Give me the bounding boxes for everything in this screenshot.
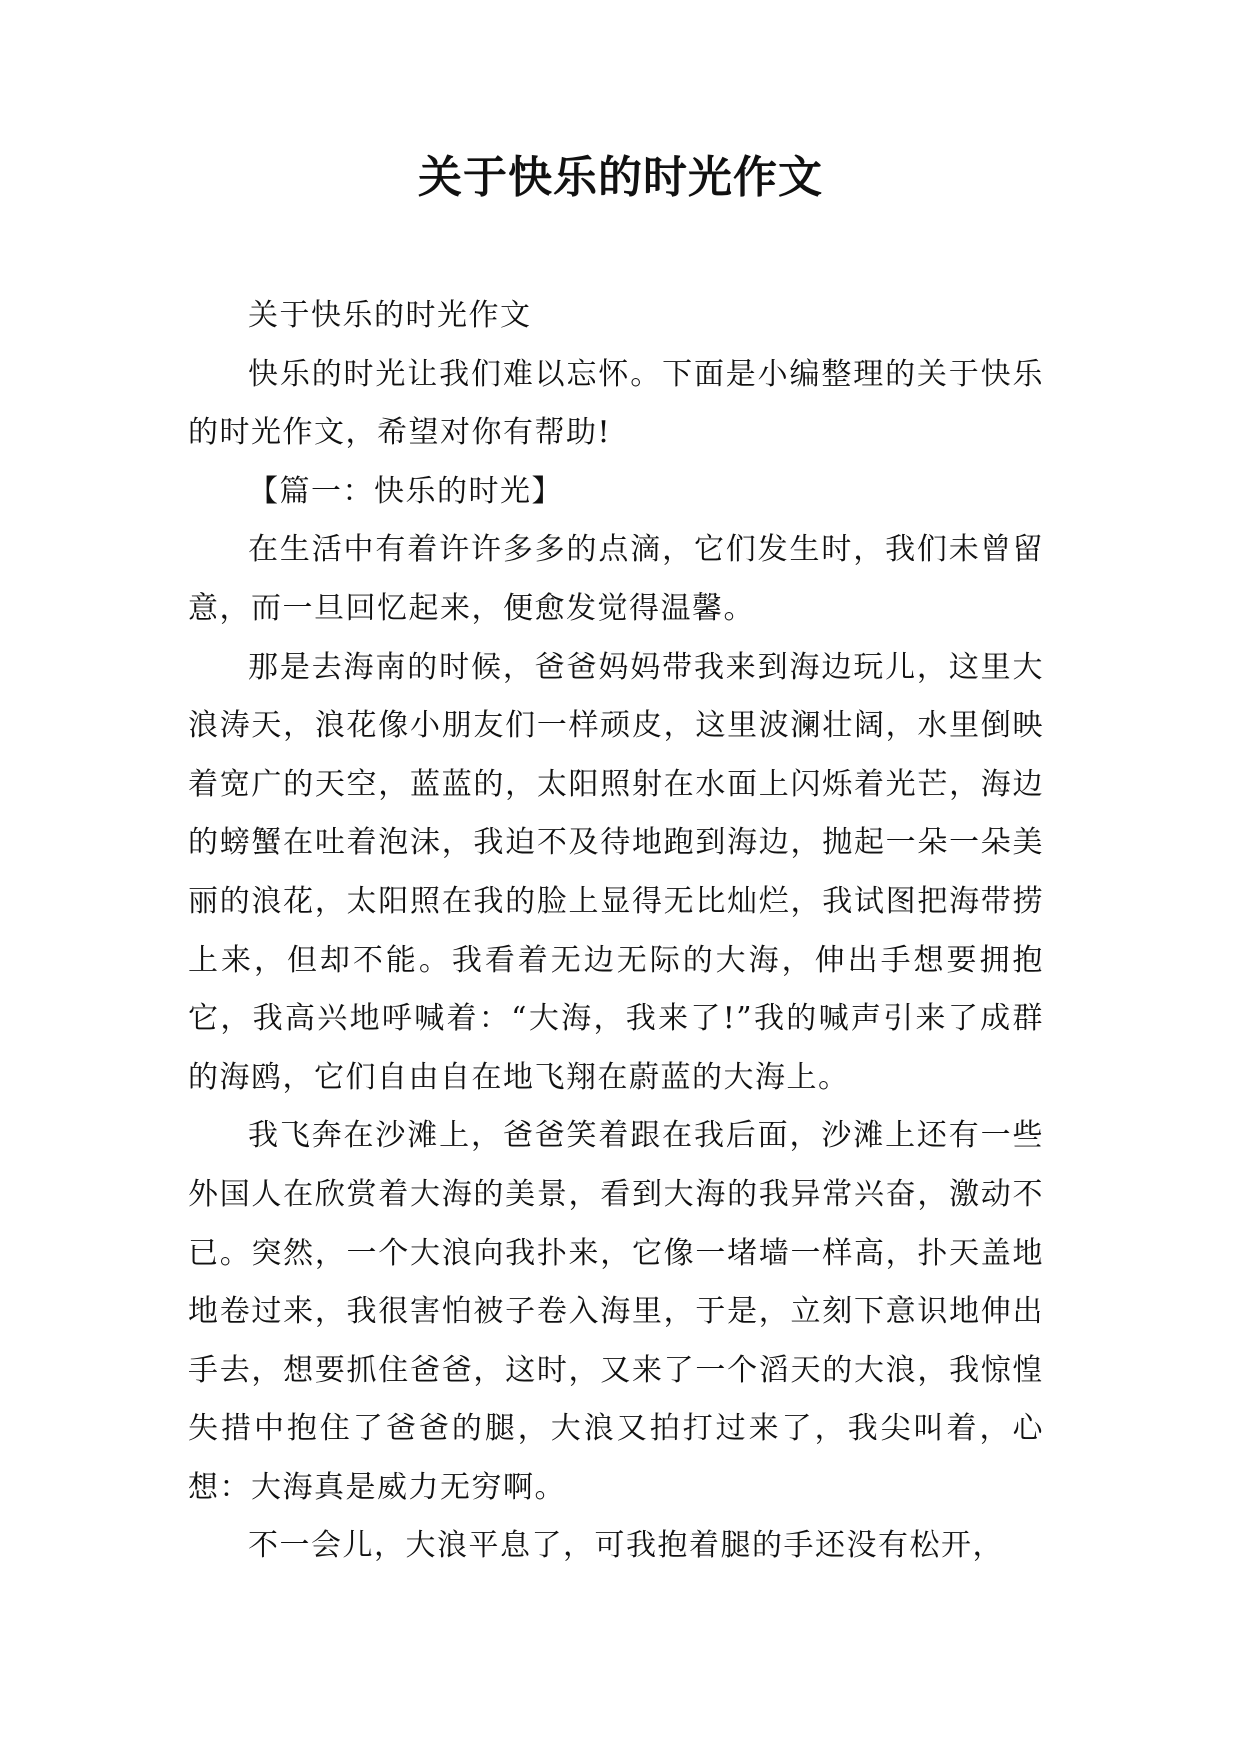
- body-paragraph: 不一会儿，大浪平息了，可我抱着腿的手还没有松开，: [248, 1528, 1004, 1564]
- intro-heading-paragraph: 关于快乐的时光作文: [248, 298, 532, 333]
- document-body: [188, 287, 1044, 1576]
- intro-paragraph: 快乐的时光让我们难以忘怀。下面是小编整理的关于快乐的时光作文，希望对你有帮助!: [188, 356, 1044, 451]
- body-paragraph: 我飞奔在沙滩上，爸爸笑着跟在我后面，沙滩上还有一些外国人在欣赏着大海的美景，看到大海的我异常兴奋，激动不已。突然，一个大浪向我扑来，它像一堵墙一样高，扑天盖地地卷过来，我很害怕被子卷入海里，于是，立刻下意识地伸出手去，想要抓住爸爸，这时，又来了一个滔天的大浪，我惊惶失措中抱住了爸爸的腿，大浪又拍打过来了，我尖叫着，心想：大海真是威力无穷啊。: [188, 1118, 1044, 1505]
- body-paragraph: 在生活中有着许许多多的点滴，它们发生时，我们未曾留意，而一旦回忆起来，便愈发觉得温馨。: [188, 532, 1044, 626]
- body-paragraph: 那是去海南的时候，爸爸妈妈带我来到海边玩儿，这里大浪涛天，浪花像小朋友们一样顽皮，这里波澜壮阔，水里倒映着宽广的天空，蓝蓝的，太阳照射在水面上闪烁着光芒，海边的螃蟹在吐着泡沫，我迫不及待地跑到海边，抛起一朵一朵美丽的浪花，太阳照在我的脸上显得无比灿烂，我试图把海带捞上来，但却不能。我看着无边无际的大海，伸出手想要拥抱它，我高兴地呼喊着：“大海，我来了!”我的喊声引来了成群的海鸥，它们自由自在地飞翔在蔚蓝的大海上。: [188, 649, 1044, 1095]
- section-heading: 【篇一：快乐的时光】: [248, 473, 563, 509]
- document-title: 关于快乐的时光作文: [418, 152, 823, 203]
